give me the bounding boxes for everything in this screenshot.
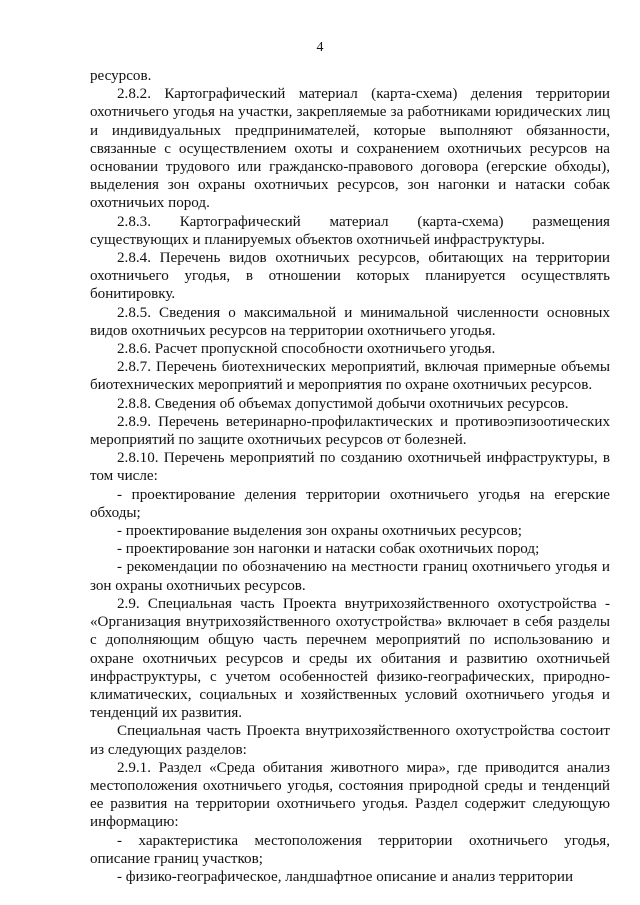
- page-number: 4: [316, 40, 324, 55]
- paragraph-2-8-7: 2.8.7. Перечень биотехнических мероприятий, включая примерные объемы биотехнических мероприятий и мероприятия по охране охотничьих ресурсов.: [90, 359, 610, 394]
- paragraph-2-8-4: 2.8.4. Перечень видов охотничьих ресурсов, обитающих на территории охотничьего угодья, в отношении которых планируется осуществлять бонитировку.: [90, 250, 610, 303]
- list-item: - проектирование выделения зон охраны охотничьих ресурсов;: [117, 523, 522, 540]
- list-item: - характеристика местоположения территории охотничьего угодья, описание границ участков;: [90, 832, 610, 867]
- document-body: [90, 67, 610, 886]
- list-item: - физико-географическое, ландшафтное описание и анализ территории: [117, 868, 574, 885]
- paragraph-2-8-5: 2.8.5. Сведения о максимальной и минимальной численности основных видов охотничьих ресурсов на территории охотничьего угодья.: [90, 304, 610, 339]
- paragraph-2-8-2: 2.8.2. Картографический материал (карта-схема) деления территории охотничьего угодья на участки, закрепляемые за работниками юридических лиц и индивидуальных предпринимателей, которые выполняют обязанности, связанные с осуществлением охоты и сохранением охотничьих ресурсов на основании трудового или гражданско-правового договора (егерские обходы), выделения зон охраны охотничьих ресурсов, зон нагонки и натаски собак охотничьих пород.: [90, 86, 610, 212]
- paragraph-2-8-9: 2.8.9. Перечень ветеринарно-профилактических и противоэпизоотических мероприятий по защите охотничьих ресурсов от болезней.: [90, 413, 610, 449]
- paragraph-2-8-8: 2.8.8. Сведения об объемах допустимой добычи охотничьих ресурсов.: [117, 395, 569, 412]
- list-item: - рекомендации по обозначению на местности границ охотничьего угодья и зон охраны охотничьих ресурсов.: [90, 559, 610, 594]
- paragraph-2-9: 2.9. Специальная часть Проекта внутрихозяйственного охотустройства - «Организация внутрихозяйственного охотустройства» включает в себя разделы с дополняющим общую часть перечнем мероприятий по использованию и охране охотничьих ресурсов и среды их обитания и развитию охотничьей инфраструктуры, с учетом особенностей физико-географических, природно-климатических, социальных и хозяйственных условий охотничьего угодья и тенденций их развития.: [90, 595, 610, 722]
- paragraph-special-part: Специальная часть Проекта внутрихозяйственного охотустройства состоит из следующих разделов:: [90, 723, 610, 758]
- paragraph-2-8-10: 2.8.10. Перечень мероприятий по созданию охотничьей инфраструктуры, в том числе:: [90, 450, 610, 485]
- paragraph-2-8-3: 2.8.3. Картографический материал (карта-схема) размещения существующих и планируемых объектов охотничьей инфраструктуры.: [90, 213, 610, 248]
- paragraph-2-9-1: 2.9.1. Раздел «Среда обитания животного мира», где приводится анализ местоположения охотничьего угодья, состояния природной среды и тенденций ее развития на территории охотничьего угодья. Раздел содержит следующую информацию:: [90, 759, 610, 831]
- paragraph-2-8-6: 2.8.6. Расчет пропускной способности охотничьего угодья.: [117, 341, 496, 358]
- paragraph-continuation: ресурсов.: [90, 68, 152, 84]
- list-item: - проектирование деления территории охотничьего угодья на егерские обходы;: [90, 486, 610, 521]
- list-item: - проектирование зон нагонки и натаски собак охотничьих пород;: [117, 541, 540, 558]
